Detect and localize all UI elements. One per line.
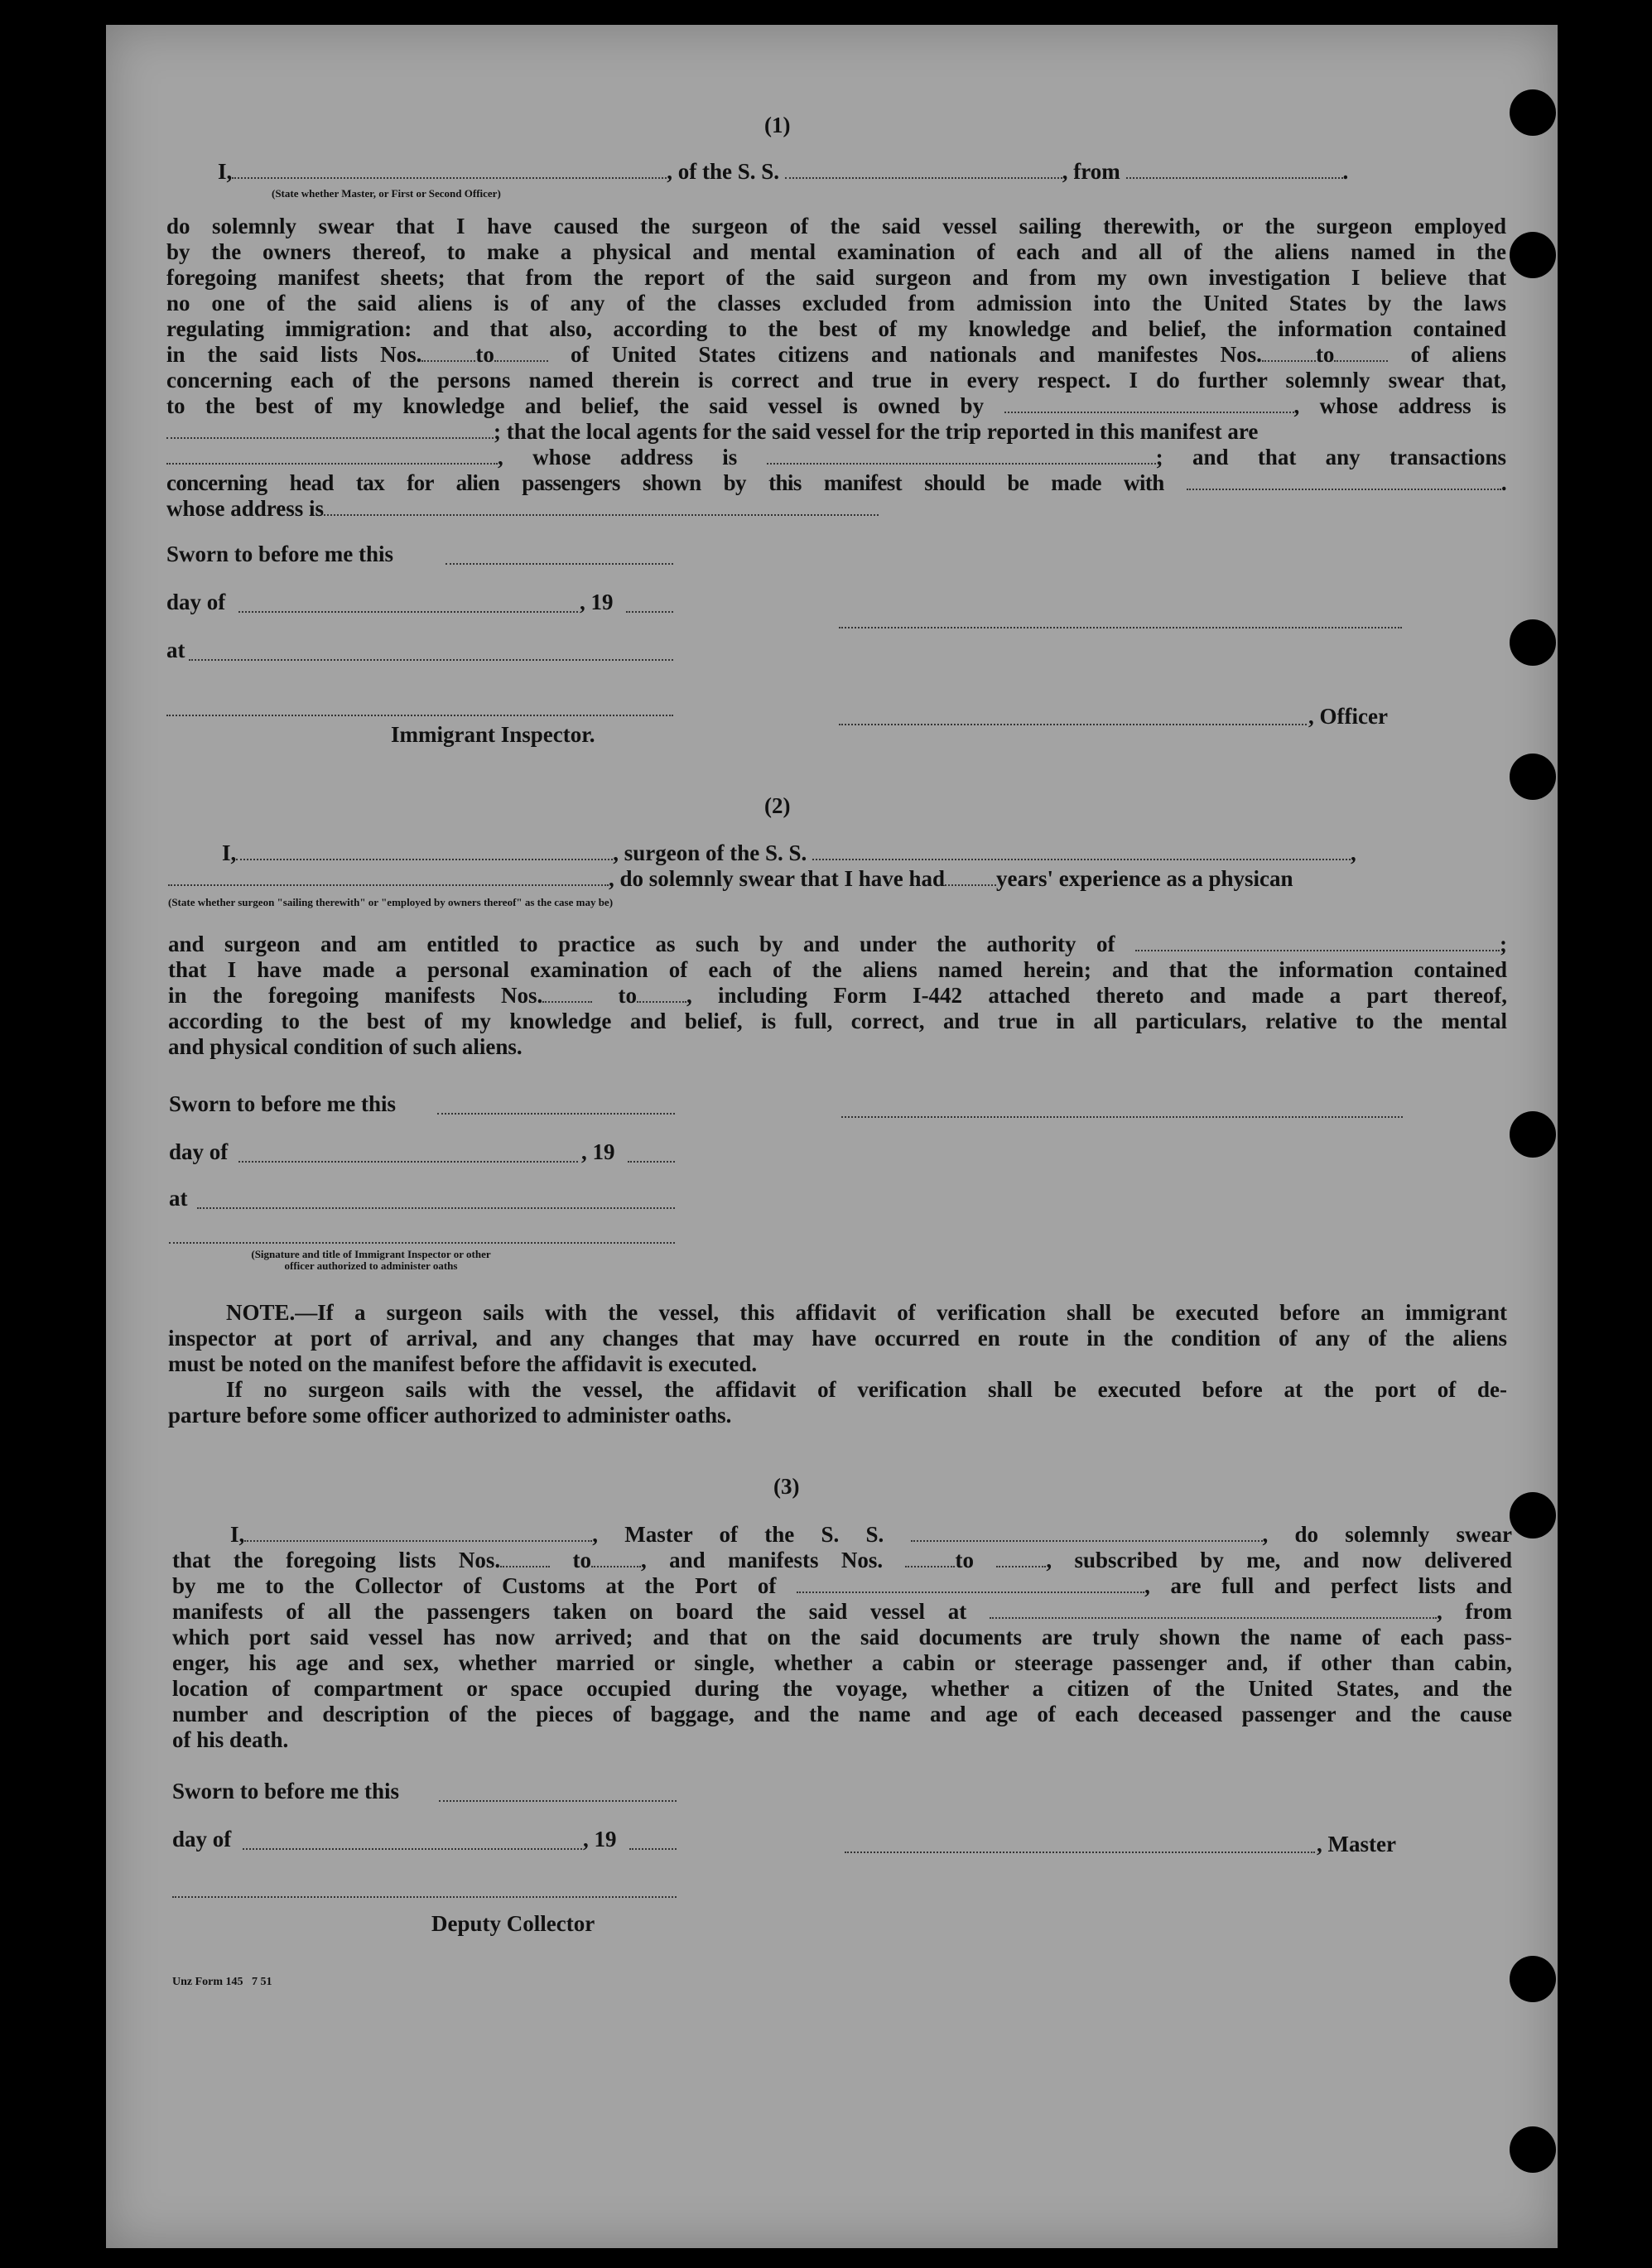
s3-text-line: location of compartment or space occupied during the voyage, whether a citizen of the United States, and the — [172, 1676, 1512, 1701]
s1-manifests-to-field[interactable] — [1334, 344, 1388, 362]
s3-lists-label: that the foregoing lists Nos. — [172, 1548, 501, 1572]
s1-day-field[interactable] — [238, 611, 578, 613]
s1-of-ss-label: , of the S. S. — [667, 159, 780, 184]
s1-officer-name-field[interactable] — [232, 161, 667, 179]
punch-hole — [1510, 232, 1556, 278]
s3-text-line — [172, 1573, 1512, 1599]
s1-officer-field[interactable] — [839, 724, 1307, 725]
s2-sworn-field[interactable] — [437, 1113, 675, 1115]
s1-text-line — [166, 393, 1506, 419]
s1-day-label: day of — [166, 590, 226, 614]
s3-lists-to-field[interactable] — [591, 1549, 641, 1567]
s1-sworn-label: Sworn to before me this — [166, 542, 393, 566]
s3-text-line — [172, 1522, 1512, 1548]
s3-boarded-port-field[interactable] — [990, 1601, 1437, 1619]
s1-headtax-address-field[interactable] — [324, 498, 879, 516]
s3-i-label: I, — [230, 1522, 245, 1547]
s2-surgeon-signature-field[interactable] — [841, 1116, 1403, 1118]
punch-hole — [1510, 1492, 1556, 1538]
s1-owner-field[interactable] — [1004, 395, 1294, 413]
s1-text-line: concerning each of the persons named therein is correct and true in every respect. I do further solemnly swear that, — [166, 368, 1506, 392]
s2-experience-label: years' experience as a physican — [996, 866, 1293, 891]
punch-hole — [1510, 754, 1556, 800]
s2-surgeon-note: (State whether surgeon "sailing therewith" or "employed by owners thereof" as the case may be) — [168, 896, 614, 908]
s1-aliens-label: of aliens — [1410, 342, 1506, 367]
punch-hole — [1510, 89, 1556, 136]
s1-text-line: by the owners thereof, to make a physical and mental examination of each and all of the aliens named in the — [166, 239, 1506, 264]
s1-officer-note: (State whether Master, or First or Second Officer) — [272, 187, 501, 200]
s3-text-line — [172, 1548, 1512, 1573]
s2-surgeon-ss-label: , surgeon of the S. S. — [613, 840, 807, 865]
s3-day-field[interactable] — [243, 1848, 582, 1850]
s1-lists-from-field[interactable] — [421, 344, 475, 362]
s1-address-label: , whose address is — [1293, 393, 1507, 418]
s2-manifests-label: in the foregoing manifests Nos. — [168, 983, 543, 1008]
s2-signature-note — [230, 1249, 512, 1272]
s1-inspector-signature-field[interactable] — [166, 715, 673, 716]
s3-collector-label: Deputy Collector — [431, 1911, 595, 1936]
s1-at-field[interactable] — [189, 659, 673, 661]
s1-year-field[interactable] — [626, 611, 673, 613]
s3-year-field[interactable] — [629, 1848, 677, 1850]
s1-text-line — [166, 496, 1506, 522]
s1-head-end: . — [1342, 159, 1349, 184]
s3-manifests-label: , and manifests Nos. — [641, 1548, 884, 1572]
s3-text-line: enger, his age and sex, whether married or single, whether a cabin or steerage passenger and, if other than cabin, — [172, 1650, 1512, 1675]
s1-i-label: I, — [218, 159, 233, 184]
form-page — [106, 25, 1558, 2248]
s1-manifests-label: of United States citizens and nationals and manifestes Nos. — [570, 342, 1262, 367]
s3-manifests-to-field[interactable] — [996, 1549, 1046, 1567]
section-number-2: (2) — [764, 793, 791, 818]
s1-text-line — [166, 470, 1506, 496]
s1-owned-by-label: to the best of my knowledge and belief, the said vessel is owned by — [166, 393, 985, 418]
s1-vessel-name-field[interactable] — [785, 161, 1062, 179]
s2-form-label: , including Form I-442 attached thereto and made a part thereof, — [686, 983, 1508, 1008]
s3-port-field[interactable] — [797, 1575, 1144, 1593]
s3-sworn-label: Sworn to before me this — [172, 1779, 399, 1803]
s1-text-line: no one of the said aliens is of any of the classes excluded from admission into the United States by the laws — [166, 291, 1506, 315]
s1-lists-label: in the said lists Nos. — [166, 342, 422, 367]
s3-collector-signature-field[interactable] — [172, 1896, 677, 1898]
note-line: NOTE.—If a surgeon sails with the vessel, this affidavit of verification shall be executed before an immigrant — [226, 1300, 1507, 1325]
s1-text-line — [166, 342, 1506, 368]
s3-master-name-field[interactable] — [244, 1524, 592, 1542]
s2-text-line — [168, 983, 1507, 1009]
s2-signature-note-line: (Signature and title of Immigrant Inspector or other — [251, 1248, 491, 1260]
s1-to-label: to — [1315, 342, 1335, 367]
s3-boarded-label: manifests of all the passengers taken on board the said vessel at — [172, 1599, 967, 1624]
s2-day-label: day of — [169, 1139, 229, 1164]
s2-text-line: according to the best of my knowledge and belief, is full, correct, and true in all particulars, relative to the mental — [168, 1009, 1507, 1033]
s1-agents-field[interactable] — [166, 446, 498, 465]
s1-text-line — [166, 419, 1506, 445]
s1-headtax-label: concerning head tax for alien passengers shown by this manifest should be made with — [166, 470, 1164, 495]
s2-year-field[interactable] — [628, 1161, 675, 1163]
punch-hole — [1510, 1956, 1556, 2002]
s2-at-label: at — [169, 1186, 188, 1211]
s3-text-line — [172, 1599, 1512, 1625]
s1-manifests-from-field[interactable] — [1262, 344, 1316, 362]
punch-hole — [1510, 2126, 1556, 2173]
s2-vessel-name-field[interactable] — [812, 842, 1351, 860]
s2-authority-field[interactable] — [1135, 933, 1500, 951]
s1-paragraph — [166, 214, 1506, 522]
form-number: Unz Form 145 7 51 — [172, 1976, 272, 1988]
s3-from-label: , from — [1437, 1599, 1512, 1624]
s2-surgeon-type-field[interactable] — [168, 868, 609, 886]
s2-sworn-label: Sworn to before me this — [169, 1091, 396, 1116]
s2-year-label: , 19 — [581, 1139, 615, 1164]
s1-address-label: , whose address is — [498, 445, 738, 469]
s1-inspector-label: Immigrant Inspector. — [391, 722, 595, 747]
s3-manifests-from-field[interactable] — [905, 1549, 955, 1567]
s1-text-line: regulating immigration: and that also, according to the best of my knowledge and belief, the information contained — [166, 316, 1506, 341]
section-number-3: (3) — [773, 1474, 800, 1499]
note-line: If no surgeon sails with the vessel, the affidavit of verification shall be executed before at the port of de- — [226, 1377, 1507, 1402]
s3-delivered-label: , subscribed by me, and now delivered — [1046, 1548, 1513, 1572]
s2-i-label: I, — [222, 840, 237, 865]
s2-at-field[interactable] — [197, 1207, 675, 1209]
s1-lists-to-field[interactable] — [494, 344, 548, 362]
s3-text-line: of his death. — [172, 1727, 289, 1752]
s1-address-label: whose address is — [166, 496, 325, 521]
section-number-1: (1) — [764, 113, 791, 137]
s2-years-field[interactable] — [945, 868, 996, 886]
s2-text-line: that I have made a personal examination of each of the aliens named herein; and that the information contained — [168, 957, 1507, 982]
s1-from-port-field[interactable] — [1126, 161, 1343, 179]
s3-lists-full-label: , are full and perfect lists and — [1144, 1573, 1513, 1598]
s2-swear-label: , do solemnly swear that I have had — [609, 866, 946, 891]
s3-paragraph — [172, 1522, 1512, 1753]
s2-day-field[interactable] — [238, 1161, 578, 1163]
s2-line1-end: , — [1351, 840, 1356, 865]
s1-officer-signature-field[interactable] — [839, 627, 1402, 628]
s1-headtax-field[interactable] — [1187, 472, 1501, 490]
s3-to-label: to — [572, 1548, 592, 1572]
s2-text-line — [168, 932, 1507, 957]
s1-owner-address-field[interactable] — [166, 421, 494, 439]
s2-surgeon-name-field[interactable] — [236, 842, 613, 860]
s2-line-2 — [168, 866, 1293, 892]
s1-from-label: , from — [1062, 159, 1120, 184]
s2-manifests-to-field[interactable] — [637, 985, 686, 1003]
s3-to-label: to — [955, 1548, 974, 1572]
s2-inspector-signature-field[interactable] — [169, 1242, 675, 1244]
s1-transactions-label: ; and that any transactions — [1155, 445, 1507, 469]
s1-agents-address-field[interactable] — [767, 446, 1156, 465]
s1-sworn-field[interactable] — [446, 563, 673, 565]
s3-text-line: number and description of the pieces of baggage, and the name and age of each deceased passenger and the cause — [172, 1702, 1512, 1726]
s2-line-1 — [222, 840, 1356, 866]
s1-at-label: at — [166, 638, 185, 662]
punch-hole — [1510, 1111, 1556, 1158]
s1-officer-label: , Officer — [1308, 704, 1388, 729]
s3-year-label: , 19 — [583, 1827, 617, 1851]
s3-port-label: by me to the Collector of Customs at the Port of — [172, 1573, 777, 1598]
s2-line3-end: ; — [1500, 932, 1508, 956]
s3-day-label: day of — [172, 1827, 232, 1851]
note-paragraph — [168, 1300, 1507, 1428]
s3-text-line: which port said vessel has now arrived; and that on the said documents are truly shown the name of each pass- — [172, 1625, 1512, 1649]
s3-swear-label: , do solemnly swear — [1262, 1522, 1512, 1547]
s1-headtax-end: . — [1500, 470, 1506, 495]
s1-to-label: to — [475, 342, 494, 367]
s2-manifests-from-field[interactable] — [542, 985, 592, 1003]
s3-master-signature-field[interactable] — [845, 1851, 1315, 1853]
s3-lists-from-field[interactable] — [500, 1549, 550, 1567]
s2-signature-note-line: officer authorized to administer oaths — [284, 1259, 458, 1272]
s1-text-line: do solemnly swear that I have caused the surgeon of the said vessel sailing therewith, or the surgeon employed — [166, 214, 1506, 238]
s3-sworn-field[interactable] — [439, 1800, 677, 1802]
s3-master-label: , Master — [1317, 1832, 1396, 1856]
s1-text-line: foregoing manifest sheets; that from the report of the said surgeon and from my own investigation I believe that — [166, 265, 1506, 290]
s1-text-line — [166, 445, 1506, 470]
note-line: parture before some officer authorized to administer oaths. — [168, 1403, 732, 1428]
s3-master-ss-label: , Master of the S. S. — [592, 1522, 884, 1547]
punch-hole — [1510, 619, 1556, 666]
note-line: must be noted on the manifest before the affidavit is executed. — [168, 1351, 758, 1376]
s2-to-label: to — [618, 983, 638, 1008]
s2-authority-label: and surgeon and am entitled to practice as such by and under the authority of — [168, 932, 1115, 956]
s1-year-label: , 19 — [580, 590, 614, 614]
s2-paragraph — [168, 932, 1507, 1060]
s1-head-line — [218, 159, 1348, 185]
note-line: inspector at port of arrival, and any changes that may have occurred en route in the condition of any of the aliens — [168, 1326, 1507, 1351]
s3-vessel-name-field[interactable] — [911, 1524, 1263, 1542]
s1-agents-label: ; that the local agents for the said vessel for the trip reported in this manifest are — [494, 419, 1259, 444]
s2-text-line: and physical condition of such aliens. — [168, 1034, 523, 1059]
